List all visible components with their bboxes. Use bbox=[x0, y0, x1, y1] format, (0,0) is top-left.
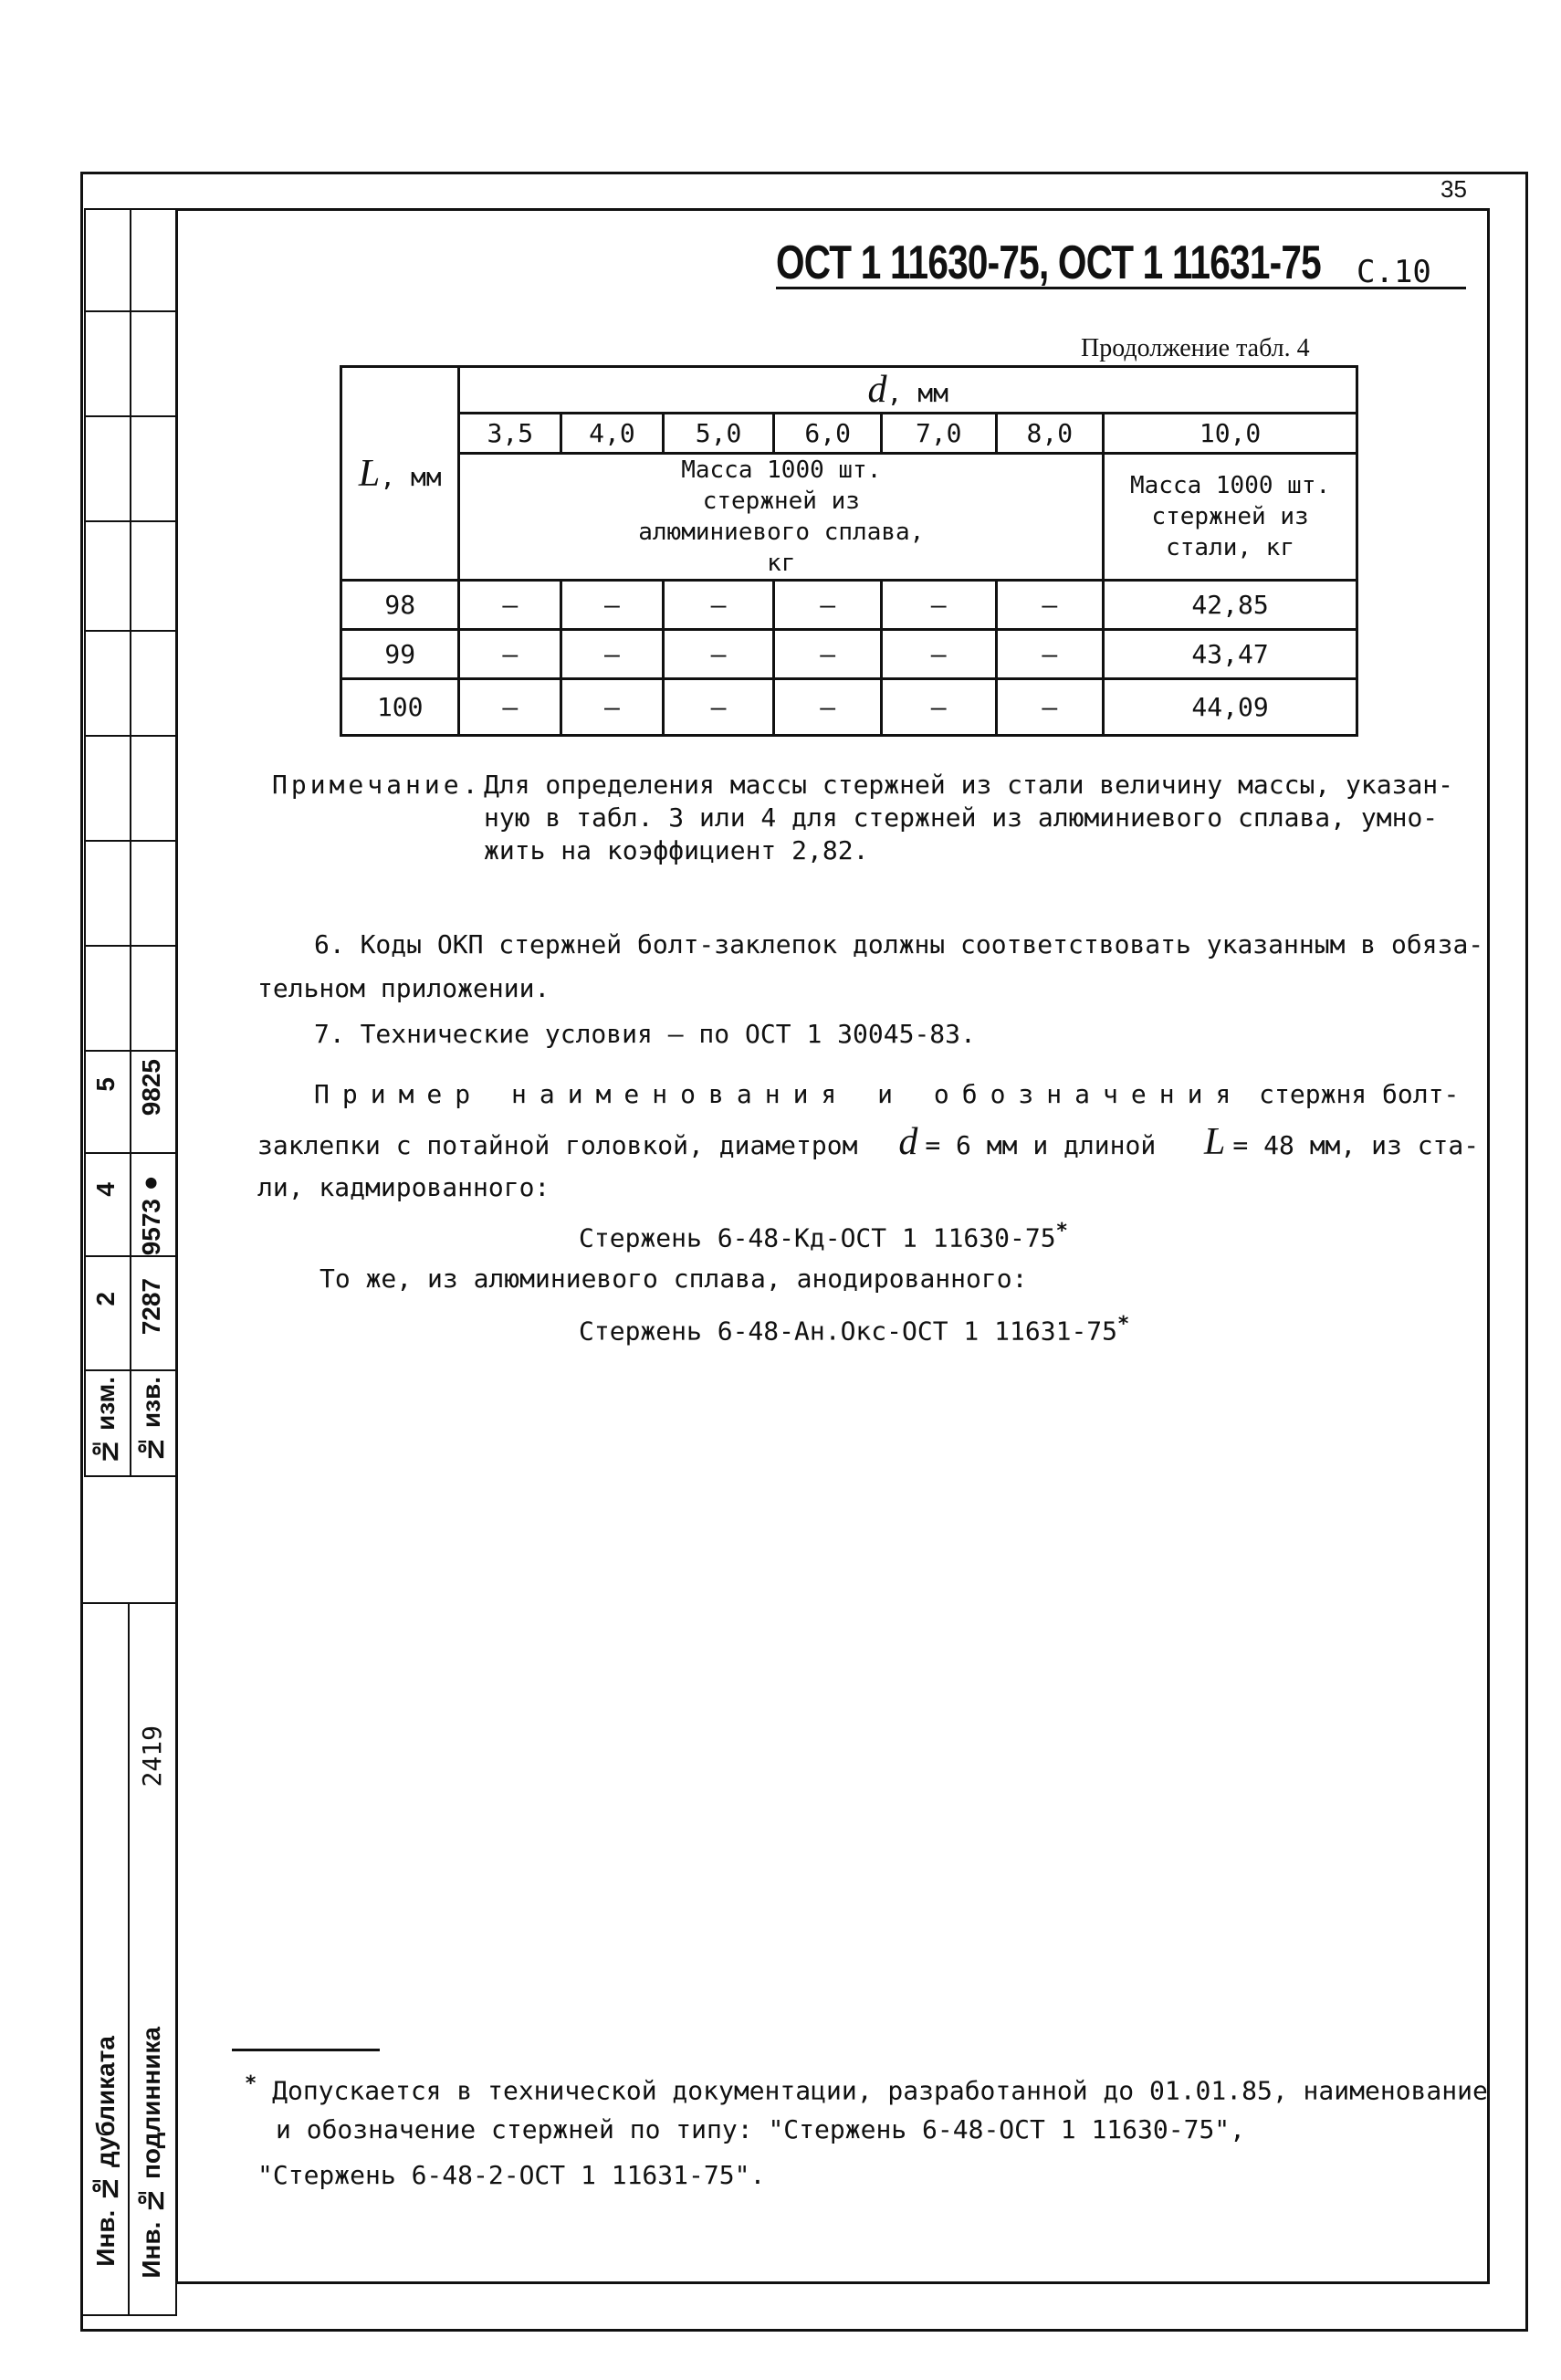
diameter-header: 7,0 bbox=[881, 414, 996, 454]
item-6-line-2: тельном приложении. bbox=[257, 973, 550, 1003]
footnote-line-1: * Допускается в технической документации, разработанной до 01.01.85, наименование bbox=[245, 2072, 1488, 2106]
table-caption: Продолжение табл. 4 bbox=[1081, 334, 1310, 362]
footnote-line-2: и обозначение стержней по типу: "Стержень 6-48-ОСТ 1 11630-75", bbox=[276, 2114, 1246, 2144]
original-inventory-number: 2419 bbox=[137, 1725, 167, 1788]
stamp-change-4: 4 bbox=[91, 1182, 120, 1197]
steel-mass-subheader: Масса 1000 шт. стержней из стали, кг bbox=[1104, 454, 1357, 581]
same-aluminium-line: То же, из алюминиевого сплава, анодированного: bbox=[320, 1263, 1028, 1294]
duplicate-inventory-label: Инв. № дубликата bbox=[91, 2036, 120, 2267]
document-code: ОСТ 1 11630-75, ОСТ 1 11631-75 bbox=[776, 236, 1321, 289]
length-symbol: L bbox=[358, 452, 381, 495]
example-line-3: ли, кадмированного: bbox=[257, 1172, 550, 1202]
diameter-symbol: d bbox=[867, 369, 887, 411]
page-number: 35 bbox=[1441, 175, 1467, 203]
diameter-header: 6,0 bbox=[774, 414, 882, 454]
stamp-notice-7287: 7287 bbox=[137, 1278, 165, 1336]
stamp-change-2: 2 bbox=[91, 1292, 120, 1306]
diameter-group-header bbox=[459, 367, 1357, 414]
footnote-rule bbox=[232, 2049, 380, 2051]
note-label: Примечание. bbox=[272, 770, 482, 800]
sheet-number: С.10 bbox=[1357, 254, 1431, 290]
diameter-header: 8,0 bbox=[996, 414, 1104, 454]
stamp-notice-no-label: № изв. bbox=[137, 1377, 165, 1463]
length-unit: , мм bbox=[380, 461, 442, 492]
stamp-change-no-label: № изм. bbox=[91, 1377, 120, 1466]
diameter-header: 5,0 bbox=[663, 414, 774, 454]
note-line-2: ную в табл. 3 или 4 для стержней из алюминиевого сплава, умно- bbox=[484, 802, 1439, 833]
example-heading: Пример наименования и обозначения bbox=[314, 1079, 1244, 1109]
item-6-line-1: 6. Коды ОКП стержней болт-заклепок должны соответствовать указанным в обяза- bbox=[314, 929, 1484, 959]
diameter-header: 3,5 bbox=[459, 414, 561, 454]
stamp-notice-9825: 9825 bbox=[137, 1059, 165, 1117]
table-row: 100 – – – – – – 44,09 bbox=[341, 679, 1357, 736]
designation-steel: Стержень 6-48-Кд-ОСТ 1 11630-75* bbox=[579, 1220, 1068, 1253]
diameter-unit: , мм bbox=[886, 378, 948, 408]
diameter-symbol-inline: d bbox=[898, 1121, 918, 1163]
length-symbol-inline: L bbox=[1204, 1121, 1226, 1163]
mass-table bbox=[340, 365, 1358, 737]
row-header-cell bbox=[341, 367, 459, 581]
stamp-change-5: 5 bbox=[91, 1077, 120, 1092]
diameter-header: 4,0 bbox=[561, 414, 664, 454]
example-line-1: Пример наименования и обозначения стержня болт- bbox=[314, 1079, 1460, 1109]
diameter-header: 10,0 bbox=[1104, 414, 1357, 454]
item-7: 7. Технические условия – по ОСТ 1 30045-83. bbox=[314, 1019, 976, 1049]
table-row: 98 – – – – – – 42,85 bbox=[341, 581, 1357, 630]
note-line-1: Для определения массы стержней из стали величину массы, указан- bbox=[484, 770, 1454, 800]
example-line-2: заклепки с потайной головкой, диаметром d = 6 мм и длиной L = 48 мм, из ста- bbox=[257, 1121, 1480, 1163]
aluminium-mass-subheader: Масса 1000 шт. стержней из алюминиевого сплава, кг bbox=[459, 454, 1104, 581]
footnote-line-3: "Стержень 6-48-2-ОСТ 1 11631-75". bbox=[257, 2160, 766, 2190]
original-inventory-label: Инв. № подлинника bbox=[137, 2027, 165, 2279]
stamp-notice-9573: 9573● bbox=[137, 1170, 165, 1256]
header-rule bbox=[776, 287, 1466, 289]
table-row: 99 – – – – – – 43,47 bbox=[341, 630, 1357, 679]
designation-aluminium: Стержень 6-48-Ан.Окс-ОСТ 1 11631-75* bbox=[579, 1313, 1130, 1347]
note-line-3: жить на коэффициент 2,82. bbox=[484, 835, 869, 865]
